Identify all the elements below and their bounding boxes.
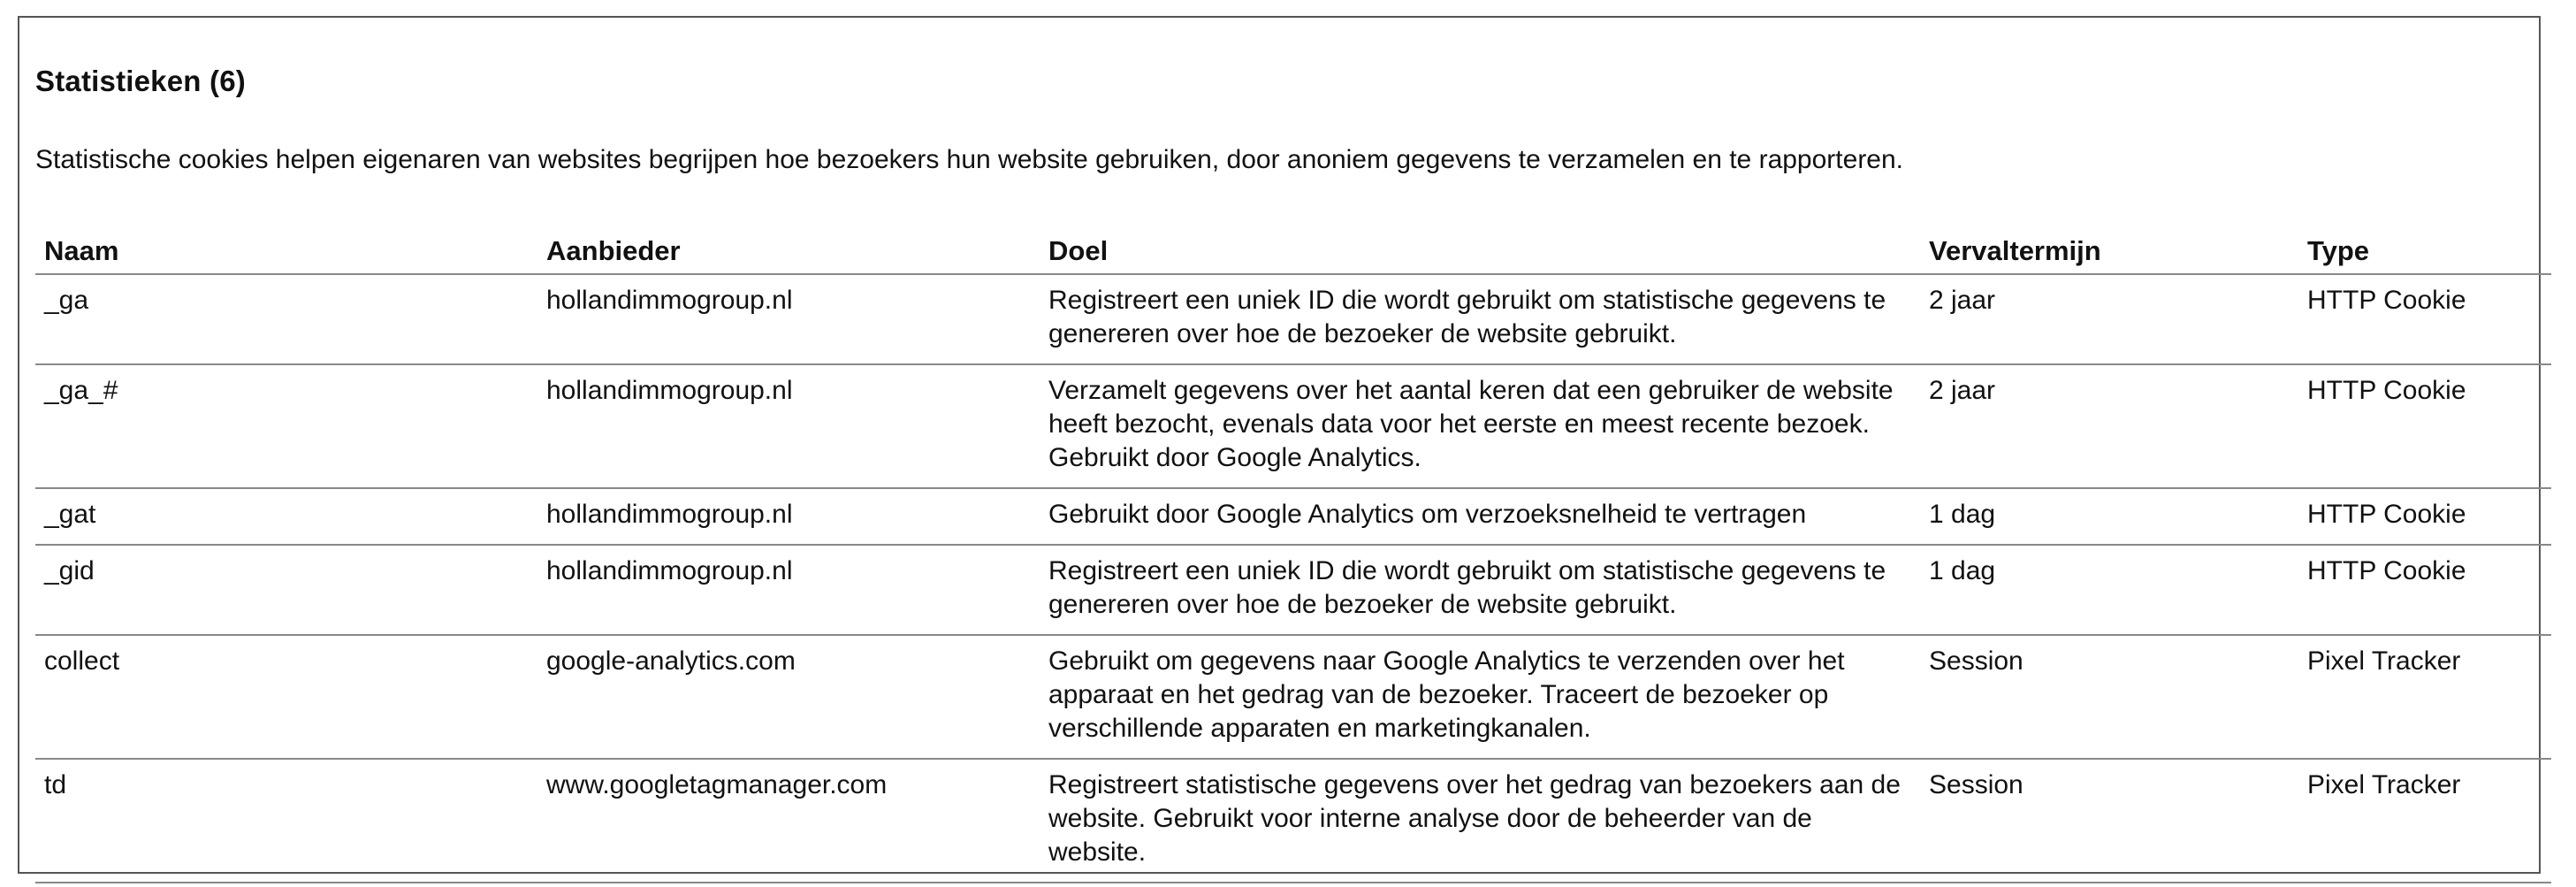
- cell-type: Pixel Tracker: [2298, 635, 2551, 759]
- cell-purpose: Registreert een uniek ID die wordt gebruikt om statistische gegevens te genereren over hoe de bezoeker de website gebruikt.: [1040, 274, 1920, 364]
- table-row: [35, 759, 2551, 883]
- cell-expiry: 1 dag: [1920, 545, 2298, 635]
- cell-provider: www.googletagmanager.com: [537, 759, 1040, 883]
- cell-type: Pixel Tracker: [2298, 759, 2551, 883]
- cell-expiry: 1 dag: [1920, 488, 2298, 545]
- cell-expiry: 2 jaar: [1920, 274, 2298, 364]
- cookie-category-panel: [18, 16, 2541, 874]
- cell-name: _gat: [35, 488, 537, 545]
- cell-expiry: 2 jaar: [1920, 364, 2298, 488]
- cookie-category-content: [35, 64, 2551, 867]
- table-row: [35, 274, 2551, 364]
- header-purpose: Doel: [1040, 234, 1920, 274]
- cookie-table: [35, 234, 2551, 883]
- table-row: [35, 488, 2551, 545]
- header-name: Naam: [35, 234, 537, 274]
- section-description: Statistische cookies helpen eigenaren van websites begrijpen hoe bezoekers hun website gebruiken, door anoniem gegevens te verzamelen en te rapporteren.: [35, 145, 1904, 174]
- cell-expiry: Session: [1920, 759, 2298, 883]
- header-provider: Aanbieder: [537, 234, 1040, 274]
- cell-name: _gid: [35, 545, 537, 635]
- cell-provider: hollandimmogroup.nl: [537, 274, 1040, 364]
- cell-provider: hollandimmogroup.nl: [537, 488, 1040, 545]
- cell-expiry: Session: [1920, 635, 2298, 759]
- cell-provider: hollandimmogroup.nl: [537, 364, 1040, 488]
- table-row: [35, 635, 2551, 759]
- cell-type: HTTP Cookie: [2298, 364, 2551, 488]
- header-type: Type: [2298, 234, 2551, 274]
- cell-name: _ga: [35, 274, 537, 364]
- cell-purpose: Verzamelt gegevens over het aantal keren dat een gebruiker de website heeft bezocht, evenals data voor het eerste en meest recente bezoek. Gebruikt door Google Analytics.: [1040, 364, 1920, 488]
- section-title: Statistieken (6): [35, 65, 246, 97]
- cell-type: HTTP Cookie: [2298, 488, 2551, 545]
- cell-provider: hollandimmogroup.nl: [537, 545, 1040, 635]
- header-expiry: Vervaltermijn: [1920, 234, 2298, 274]
- cell-provider: google-analytics.com: [537, 635, 1040, 759]
- cell-purpose: Gebruikt door Google Analytics om verzoeksnelheid te vertragen: [1040, 488, 1920, 545]
- cell-purpose: Gebruikt om gegevens naar Google Analytics te verzenden over het apparaat en het gedrag van de bezoeker. Traceert de bezoeker op verschillende apparaten en marketingkanalen.: [1040, 635, 1920, 759]
- cell-purpose: Registreert een uniek ID die wordt gebruikt om statistische gegevens te genereren over hoe de bezoeker de website gebruikt.: [1040, 545, 1920, 635]
- cell-type: HTTP Cookie: [2298, 545, 2551, 635]
- cell-type: HTTP Cookie: [2298, 274, 2551, 364]
- table-header-row: [35, 234, 2551, 274]
- table-row: [35, 364, 2551, 488]
- cell-name: _ga_#: [35, 364, 537, 488]
- cell-purpose: Registreert statistische gegevens over het gedrag van bezoekers aan de website. Gebruikt voor interne analyse door de beheerder van de website.: [1040, 759, 1920, 883]
- cell-name: td: [35, 759, 537, 883]
- table-row: [35, 545, 2551, 635]
- cell-name: collect: [35, 635, 537, 759]
